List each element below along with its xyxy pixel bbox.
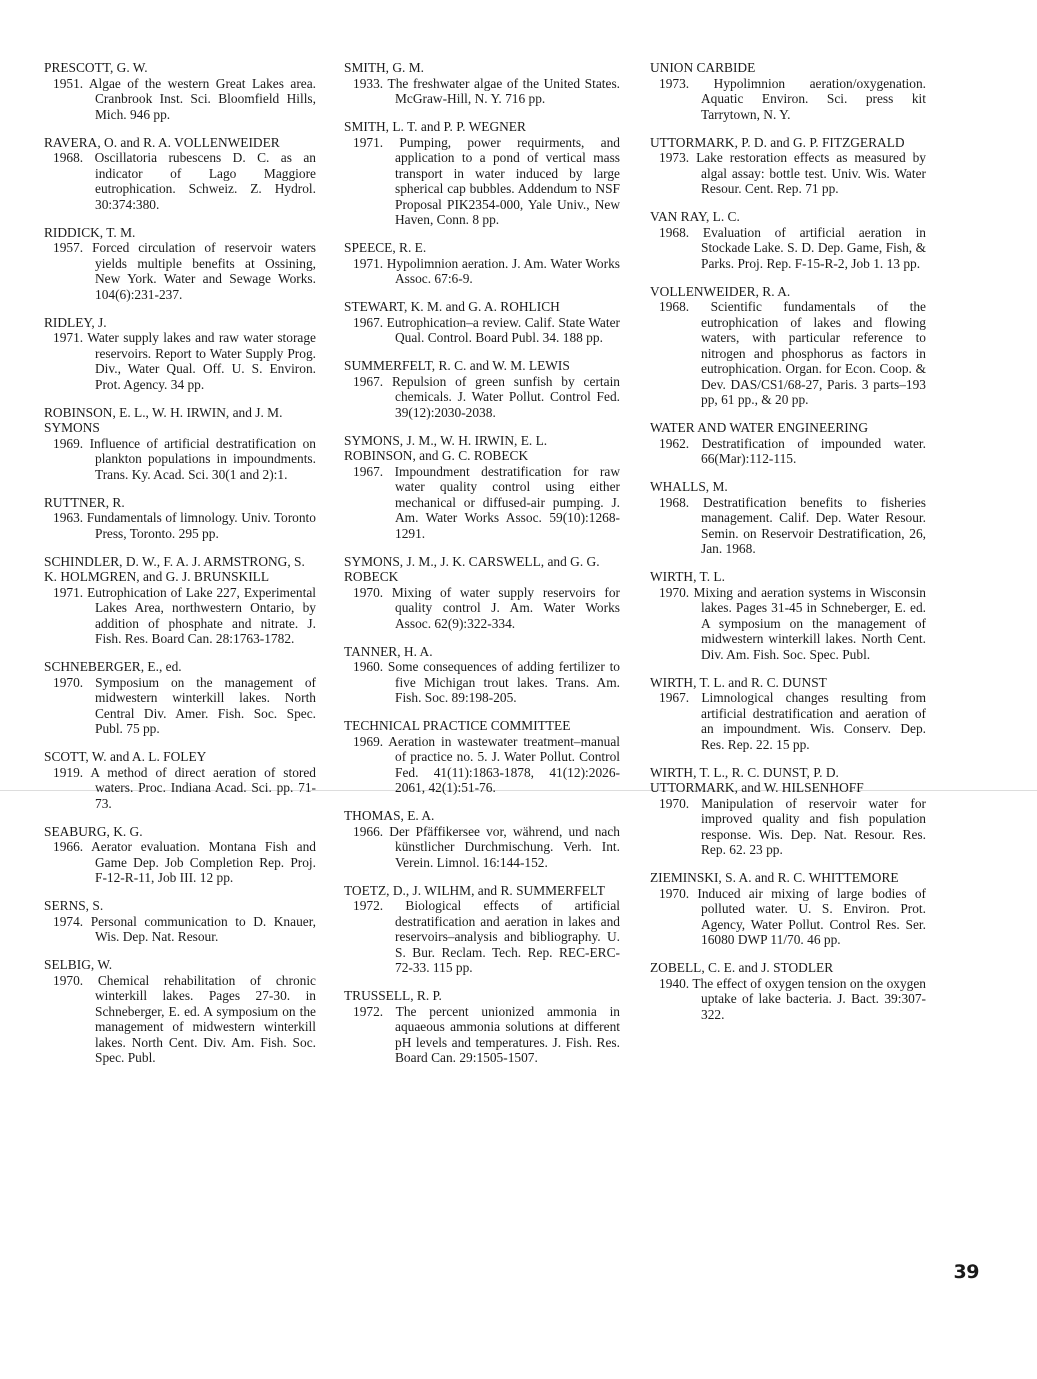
reference-author: WIRTH, T. L. and R. C. DUNST (650, 674, 827, 690)
reference-author: TANNER, H. A. (344, 643, 433, 659)
reference-citation (44, 675, 316, 737)
reference-text: Oscillatoria rubescens D. C. as an indicator of Lago Maggiore eutrophication. Schweiz. Z. Hydrol. 30:374:380. (94, 150, 316, 212)
reference-author: RUTTNER, R. (44, 494, 125, 510)
reference-text: Hypolimnion aeration/oxygenation. Aquatic Environ. Sci. press kit Tarrytown, N. Y. (701, 75, 926, 122)
reference-entry (344, 358, 620, 420)
reference-citation (44, 973, 316, 1066)
reference-author: VAN RAY, L. C. (650, 209, 740, 224)
reference-citation (44, 765, 316, 812)
reference-text: Repulsion of green sunfish by certain chemicals. J. Water Pollut. Control Fed. 39(12):2030-2038. (392, 373, 620, 420)
reference-author: SUMMERFELT, R. C. and W. M. LEWIS (344, 358, 570, 373)
reference-text: Eutrophication–a review. Calif. State Water Qual. Control. Board Publ. 34. 188 pp. (386, 314, 620, 345)
reference-year: 1971. (353, 255, 384, 271)
reference-author: RAVERA, O. and R. A. VOLLENWEIDER (44, 134, 280, 150)
reference-entry (650, 675, 926, 753)
reference-author: SERNS, S. (44, 898, 104, 913)
reference-author: SYMONS, J. M., W. H. IRWIN, E. L. ROBINSON, and G. C. ROBECK (344, 432, 548, 463)
reference-entry (44, 315, 316, 393)
reference-entry (344, 883, 620, 976)
reference-author: TRUSSELL, R. P. (344, 988, 442, 1003)
reference-year: 1967. (353, 314, 384, 330)
reference-citation (650, 886, 926, 948)
reference-text: Symposium on the management of midwestern winterkill lakes. North Central Div. Amer. Fish. Soc. Spec. Publ. 75 pp. (95, 674, 316, 736)
reference-author: ZIEMINSKI, S. A. and R. C. WHITTEMORE (650, 870, 899, 885)
reference-citation (344, 135, 620, 228)
reference-author: WATER AND WATER ENGINEERING (650, 420, 869, 435)
reference-column-3 (650, 60, 926, 1035)
reference-entry (44, 898, 316, 945)
reference-year: 1968. (659, 494, 690, 510)
reference-year: 1967. (353, 463, 384, 479)
reference-citation (344, 315, 620, 346)
reference-entry (650, 960, 926, 1022)
reference-year: 1974. (53, 913, 84, 929)
reference-author: RIDLEY, J. (44, 314, 107, 330)
reference-citation (344, 76, 620, 107)
reference-author: SMITH, G. M. (344, 60, 424, 75)
reference-entry (44, 659, 316, 737)
reference-entry (344, 299, 620, 346)
reference-text: Hypolimnion aeration. J. Am. Water Works Assoc. 67:6-9. (386, 255, 620, 286)
reference-year: 1962. (659, 435, 690, 451)
reference-entry (650, 135, 926, 197)
reference-text: Pumping, power requirments, and application to a pond of vertical mass transport in water induced by large spherical cap bubbles. Addendum to NSF Proposal PIK2354-000, Yale Univ., New Haven, Conn. 8 pp. (395, 134, 620, 227)
reference-year: 1969. (53, 435, 84, 451)
reference-text: Chemical rehabilitation of chronic winterkill lakes. Pages 27-30. in Schneberger, E. ed. A symposium on the management of midwestern winterkill lakes. North Cent. Div. Am. Fish. Soc. Spec. Publ. (95, 972, 316, 1065)
reference-author: VOLLENWEIDER, R. A. (650, 283, 791, 299)
reference-citation (344, 1004, 620, 1066)
reference-citation (650, 690, 926, 752)
reference-entry (44, 135, 316, 213)
reference-citation (44, 839, 316, 886)
reference-entry (344, 240, 620, 287)
reference-entry (344, 60, 620, 107)
reference-text: Evaluation of artificial aeration in Stockade Lake. S. D. Dep. Game, Fish, & Parks. Proj. Rep. F-15-R-2, Job 1. 13 pp. (701, 224, 926, 271)
reference-author: RIDDICK, T. M. (44, 224, 136, 240)
reference-year: 1970. (53, 972, 84, 988)
reference-citation (650, 976, 926, 1023)
reference-entry (650, 284, 926, 408)
page-number: 39 (953, 1261, 979, 1283)
reference-entry (344, 554, 620, 632)
reference-author: SEABURG, K. G. (44, 823, 143, 839)
reference-entry (650, 765, 926, 858)
reference-entry (344, 718, 620, 796)
reference-text: Mixing and aeration systems in Wisconsin lakes. Pages 31-45 in Schneberger, E. ed. A symposium on the management of midwestern winterkill lakes. North Cent. Div. Am. Fish. Soc. Spec. Publ. (693, 584, 926, 662)
reference-entry (44, 554, 316, 647)
reference-year: 1972. (353, 1003, 384, 1019)
reference-column-1 (44, 60, 316, 1078)
reference-year: 1966. (353, 823, 384, 839)
reference-text: Induced air mixing of large bodies of polluted water. U. S. Environ. Prot. Agency, Water Pollut. Control Res. Ser. 16080 DWP 11/70. 46 pp. (697, 885, 926, 947)
reference-entry (650, 479, 926, 557)
reference-citation (44, 914, 316, 945)
reference-text: Limnological changes resulting from artificial destratification and aeration of an impoundment. Wis. Conserv. Dep. Res. Rep. 22. 15 pp. (701, 690, 926, 752)
reference-author: WHALLS, M. (650, 479, 728, 494)
reference-citation (44, 436, 316, 483)
reference-author: WIRTH, T. L., R. C. DUNST, P. D. UTTORMARK, and W. HILSENHOFF (650, 764, 864, 795)
reference-author: SMITH, L. T. and P. P. WEGNER (344, 119, 526, 134)
reference-author: WIRTH, T. L. (650, 569, 725, 584)
reference-year: 1971. (353, 134, 384, 150)
reference-author: SCHNEBERGER, E., ed. (44, 659, 182, 674)
reference-text: Algae of the western Great Lakes area. Cranbrook Inst. Sci. Bloomfield Hills, Mich. 946 pp. (88, 75, 317, 122)
reference-citation (44, 150, 316, 212)
reference-entry (44, 824, 316, 886)
reference-author: SPEECE, R. E. (344, 240, 427, 255)
reference-author: TOETZ, D., J. WILHM, and R. SUMMERFELT (344, 882, 605, 898)
reference-text: Biological effects of artificial destratification and aeration in lakes and reservoirs–analysis and bibliography. U. S. Bur. Reclam. Tech. Rep. REC-ERC-72-33. 115 pp. (395, 898, 620, 975)
reference-text: The freshwater algae of the United States. McGraw-Hill, N. Y. 716 pp. (387, 75, 621, 106)
reference-year: 1973. (659, 150, 690, 165)
reference-text: The effect of oxygen tension on the oxygen uptake of lake bacteria. J. Bact. 39:307-322. (692, 975, 927, 1022)
reference-text: Water supply lakes and raw water storage reservoirs. Report to Water Supply Prog. Div., Water Qual. Off. U. S. Environ. Prot. Agency. 34 pp. (87, 330, 316, 392)
reference-year: 1967. (353, 373, 384, 389)
reference-text: Manipulation of reservoir water for improved quality and fish population response. Wis. Dep. Nat. Resour. Res. Rep. 62. 23 pp. (701, 795, 926, 857)
reference-citation (650, 299, 926, 408)
reference-citation (650, 76, 926, 123)
reference-citation (344, 256, 620, 287)
reference-text: Lake restoration effects as measured by algal assay: bottle test. Univ. Wis. Water Resour. Cent. Rep. 71 pp. (696, 150, 926, 196)
reference-text: A method of direct aeration of stored waters. Proc. Indiana Acad. Sci. pp. 71-73. (90, 764, 316, 811)
reference-entry (650, 569, 926, 662)
reference-entry (650, 420, 926, 467)
reference-citation (44, 585, 316, 647)
reference-text: Personal communication to D. Knauer, Wis. Dep. Nat. Resour. (90, 913, 316, 944)
reference-text: Aeration in wastewater treatment–manual of practice no. 5. J. Water Pollut. Control Fed. 41(11):1863-1878, 41(12):2026-2061, 42(1):51-76. (388, 733, 621, 795)
reference-author: STEWART, K. M. and G. A. ROHLICH (344, 299, 560, 314)
reference-entry (44, 957, 316, 1066)
reference-year: 1971. (53, 584, 84, 600)
reference-entry (650, 209, 926, 271)
reference-text: Impoundment destratification for raw water quality control using either mechanical or diffused-air pumping. J. Am. Water Works Assoc. 59(10):1268-1291. (394, 463, 620, 541)
reference-entry (344, 808, 620, 870)
reference-citation (650, 436, 926, 467)
reference-year: 1969. (353, 733, 384, 749)
reference-citation (344, 734, 620, 796)
reference-year: 1960. (353, 659, 384, 674)
reference-citation (650, 585, 926, 663)
reference-author: ROBINSON, E. L., W. H. IRWIN, and J. M. SYMONS (44, 404, 283, 435)
reference-citation (650, 495, 926, 557)
reference-year: 1971. (53, 330, 84, 345)
reference-author: SELBIG, W. (44, 957, 113, 972)
reference-entry (344, 988, 620, 1066)
reference-citation (44, 510, 316, 541)
reference-entry (650, 60, 926, 122)
reference-author: SCHINDLER, D. W., F. A. J. ARMSTRONG, S. K. HOLMGREN, and G. J. BRUNSKILL (44, 553, 305, 584)
reference-year: 1970. (659, 584, 690, 600)
reference-year: 1970. (659, 885, 690, 901)
reference-citation (344, 824, 620, 871)
reference-text: The percent unionized ammonia in aquaeous ammonia solutions at different pH levels and temperatures. J. Fish. Res. Board Can. 29:1505-1507. (395, 1003, 620, 1065)
reference-author: PRESCOTT, G. W. (44, 60, 148, 75)
reference-citation (650, 150, 926, 197)
reference-year: 1968. (659, 299, 690, 314)
reference-entry (44, 495, 316, 542)
reference-column-2 (344, 60, 620, 1078)
reference-year: 1970. (353, 584, 384, 600)
reference-text: Aerator evaluation. Montana Fish and Game Dep. Job Completion Rep. Proj. F-12-R-11, Job III. 12 pp. (91, 839, 316, 885)
reference-citation (44, 240, 316, 302)
reference-text: Some consequences of adding fertilizer to five Michigan trout lakes. Trans. Am. Fish. Soc. 89:198-205. (387, 659, 620, 705)
reference-citation (344, 659, 620, 706)
reference-author: UNION CARBIDE (650, 60, 756, 75)
reference-entry (44, 225, 316, 303)
reference-author: TECHNICAL PRACTICE COMMITTEE (344, 718, 571, 733)
reference-year: 1966. (53, 839, 84, 854)
reference-author: UTTORMARK, P. D. and G. P. FITZGERALD (650, 134, 905, 150)
reference-year: 1940. (659, 975, 690, 991)
reference-text: Fundamentals of limnology. Univ. Toronto Press, Toronto. 295 pp. (86, 510, 316, 541)
reference-citation (344, 585, 620, 632)
reference-text: Scientific fundamentals of the eutrophication of lakes and flowing waters, with particular reference to nitrogen and phosphorus as factors in eutrophication. Organ. for Econ. Coop. & Dev. DAS/CS1/68-27, Paris. 3 parts–193 pp, 61 pp., & 20 pp. (701, 299, 926, 407)
reference-text: Destratification benefits to fisheries management. Calif. Dep. Water Resour. Semin. on Reservoir Destratification, 26, Jan. 1968. (701, 494, 926, 556)
reference-year: 1967. (659, 690, 690, 705)
reference-text: Der Pfäffikersee vor, während, und nach künstlicher Durchmischung. Verh. Int. Verein. Limnol. 16:144-152. (389, 823, 620, 870)
reference-year: 1968. (659, 224, 690, 240)
reference-year: 1970. (53, 674, 84, 690)
reference-text: Mixing of water supply reservoirs for quality control J. Am. Water Works Assoc. 62(9):322-334. (391, 584, 620, 631)
reference-year: 1968. (53, 150, 84, 165)
reference-author: ZOBELL, C. E. and J. STODLER (650, 960, 834, 975)
reference-entry (44, 60, 316, 122)
reference-citation (344, 898, 620, 976)
reference-entry (650, 870, 926, 948)
reference-author: THOMAS, E. A. (344, 808, 435, 823)
reference-citation (44, 76, 316, 123)
reference-year: 1933. (353, 75, 384, 91)
reference-entry (44, 405, 316, 483)
reference-entry (44, 749, 316, 811)
reference-text: Eutrophication of Lake 227, Experimental Lakes Area, northwestern Ontario, by addition of phosphate and nitrate. J. Fish. Res. Board Can. 28:1763-1782. (87, 584, 316, 646)
reference-citation (650, 796, 926, 858)
reference-author: SYMONS, J. M., J. K. CARSWELL, and G. G. ROBECK (344, 553, 600, 584)
reference-year: 1963. (53, 510, 84, 525)
reference-citation (344, 464, 620, 542)
reference-entry (344, 433, 620, 542)
reference-text: Forced circulation of reservoir waters yields multiple benefits at Ossining, New York. Water and Sewage Works. 104(6):231-237. (92, 240, 316, 302)
reference-citation (344, 374, 620, 421)
reference-citation (44, 330, 316, 392)
reference-year: 1973. (659, 75, 690, 91)
reference-year: 1970. (659, 795, 690, 811)
reference-author: SCOTT, W. and A. L. FOLEY (44, 749, 207, 764)
reference-year: 1972. (353, 898, 384, 913)
reference-entry (344, 644, 620, 706)
reference-year: 1919. (53, 764, 84, 780)
reference-entry (344, 119, 620, 228)
reference-citation (650, 225, 926, 272)
reference-text: Destratification of impounded water. 66(Mar):112-115. (701, 435, 926, 466)
reference-year: 1951. (53, 75, 84, 91)
reference-year: 1957. (53, 240, 84, 255)
reference-text: Influence of artificial destratification on plankton populations in impoundments. Trans. Ky. Acad. Sci. 30(1 and 2):1. (89, 435, 316, 482)
